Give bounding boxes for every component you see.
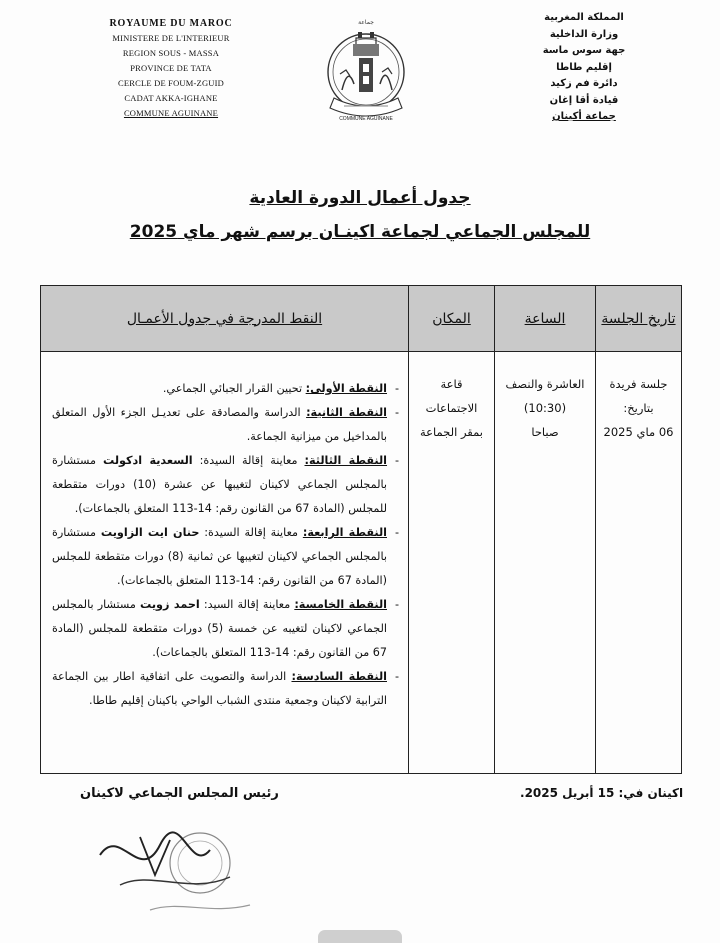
item-label: النقطة الثالثة: xyxy=(304,454,388,467)
item-text: معاينة إقالة السيدة: xyxy=(199,526,303,539)
header-fr-line: COMMUNE AGUINANE xyxy=(123,108,219,118)
cell-items xyxy=(41,352,409,774)
agenda-item xyxy=(52,593,399,665)
time-line: (10:30) xyxy=(523,401,567,415)
header-time xyxy=(495,286,596,352)
header-fr-line: CERCLE DE FOUM-ZGUID xyxy=(118,78,224,88)
agenda-table xyxy=(40,285,682,774)
commune-emblem xyxy=(320,14,412,132)
agenda-item xyxy=(52,521,399,593)
date-line: جلسة فريدة xyxy=(609,377,668,391)
arabic-header xyxy=(514,10,654,126)
agenda-item xyxy=(52,449,399,521)
emblem-caption-text: COMMUNE AGUINANE xyxy=(339,116,393,122)
document-subtitle: للمجلس الجماعي لجماعة اكينـان برسم شهر ماي 2025 xyxy=(129,222,591,242)
item-label: النقطة السادسة: xyxy=(291,670,387,683)
councillor-name: حنان ايت الزاويت xyxy=(100,526,200,539)
issue-date: اكينان في: 15 أبريل 2025. xyxy=(520,786,684,800)
header-fr-line: PROVINCE DE TATA xyxy=(130,63,212,73)
time-line: صباحا xyxy=(531,425,559,439)
header-place-label: المكان xyxy=(432,310,471,327)
header-ar-line: وزارة الداخلية xyxy=(549,28,619,40)
svg-text:جماعة: جماعة xyxy=(358,19,374,26)
item-text: مستشارة بالمجلس الجماعي لاكينان لتغيبها عن عشرة (10) دورات متقطعة للمجلس (المادة 67 من القانون رقم: 14-113 المتعلق بالجماعات). xyxy=(52,454,387,515)
item-label: النقطة الرابعة: xyxy=(302,526,387,539)
president-title: رئيس المجلس الجماعي لاكينان xyxy=(80,786,279,801)
scroll-indicator[interactable] xyxy=(318,930,402,943)
item-text: الدراسة والمصادقة على تعديـل الجزء الأول المتعلق بالمداخيل من ميزانية الجماعة. xyxy=(52,406,387,443)
agenda-items-list xyxy=(42,353,407,713)
date-line: 06 ماي 2025 xyxy=(603,425,674,439)
emblem-caption xyxy=(322,116,410,122)
header-fr-line: CADAT AKKA-IGHANE xyxy=(124,93,218,103)
agenda-item xyxy=(52,401,399,449)
header-date-label: تاريخ الجلسة xyxy=(601,310,676,327)
agenda-item xyxy=(52,665,399,713)
header-date xyxy=(596,286,682,352)
agenda-item xyxy=(52,377,399,401)
signature-stamp xyxy=(80,815,290,935)
item-text: تحيين القرار الجبائي الجماعي. xyxy=(162,382,306,395)
cell-date xyxy=(596,352,682,774)
place-line: بمقر الجماعة xyxy=(420,425,483,439)
header-time-label: الساعة xyxy=(524,310,566,327)
place-line: الاجتماعات xyxy=(425,401,478,415)
item-label: النقطة الأولى: xyxy=(305,382,387,395)
header-place xyxy=(409,286,495,352)
header-items xyxy=(41,286,409,352)
header-ar-line: إقليم طاطا xyxy=(556,61,612,73)
header-ar-line: جماعة أكينان xyxy=(552,111,616,122)
header-items-label: النقط المدرجة في جدول الأعمـال xyxy=(126,310,323,327)
french-header xyxy=(86,16,256,121)
header-fr-line: MINISTERE DE L'INTERIEUR xyxy=(112,33,230,43)
header-ar-line: المملكة المغربية xyxy=(544,12,624,23)
item-text: مستشار بالمجلس الجماعي لاكينان لتغيبه عن خمسة (5) دورات متقطعة للمجلس (المادة 67 من القانون رقم: 14-113 المتعلق بالجماعات). xyxy=(52,598,387,659)
item-text: الدراسة والتصويت على اتفاقية اطار بين الجماعة الترابية لاكينان وجمعية منتدى الشباب الواحي باكينان إقليم طاطا. xyxy=(52,670,387,707)
table-row xyxy=(41,352,682,774)
cell-place xyxy=(409,352,495,774)
item-label: النقطة الثانية: xyxy=(306,406,387,419)
item-label: النقطة الخامسة: xyxy=(294,598,387,611)
item-text: مستشارة بالمجلس الجماعي لاكينان لتغيبها عن ثمانية (8) دورات متقطعة للمجلس (المادة 67 من القانون رقم: 14-113 المتعلق بالجماعات). xyxy=(52,526,387,587)
time-line: العاشرة والنصف xyxy=(505,377,585,391)
header-fr-line: REGION SOUS - MASSA xyxy=(122,48,220,58)
header-ar-line: قيادة أقا إغان xyxy=(549,94,619,106)
cell-time xyxy=(495,352,596,774)
document-title: جدول أعمال الدورة العادية xyxy=(249,188,471,208)
item-text: معاينة إقالة السيد: xyxy=(199,598,295,611)
header-ar-line: دائرة فم زكيد xyxy=(550,78,618,89)
councillor-name: السعدية ادكولت xyxy=(102,454,193,467)
councillor-name: احمد زويت xyxy=(139,598,200,611)
item-text: معاينة إقالة السيدة: xyxy=(192,454,305,467)
place-line: قاعة xyxy=(440,377,463,391)
table-header-row xyxy=(41,286,682,352)
date-line: بتاريخ: xyxy=(623,401,654,415)
header-ar-line: جهة سوس ماسة xyxy=(542,45,626,56)
header-fr-line: ROYAUME DU MAROC xyxy=(109,18,233,29)
